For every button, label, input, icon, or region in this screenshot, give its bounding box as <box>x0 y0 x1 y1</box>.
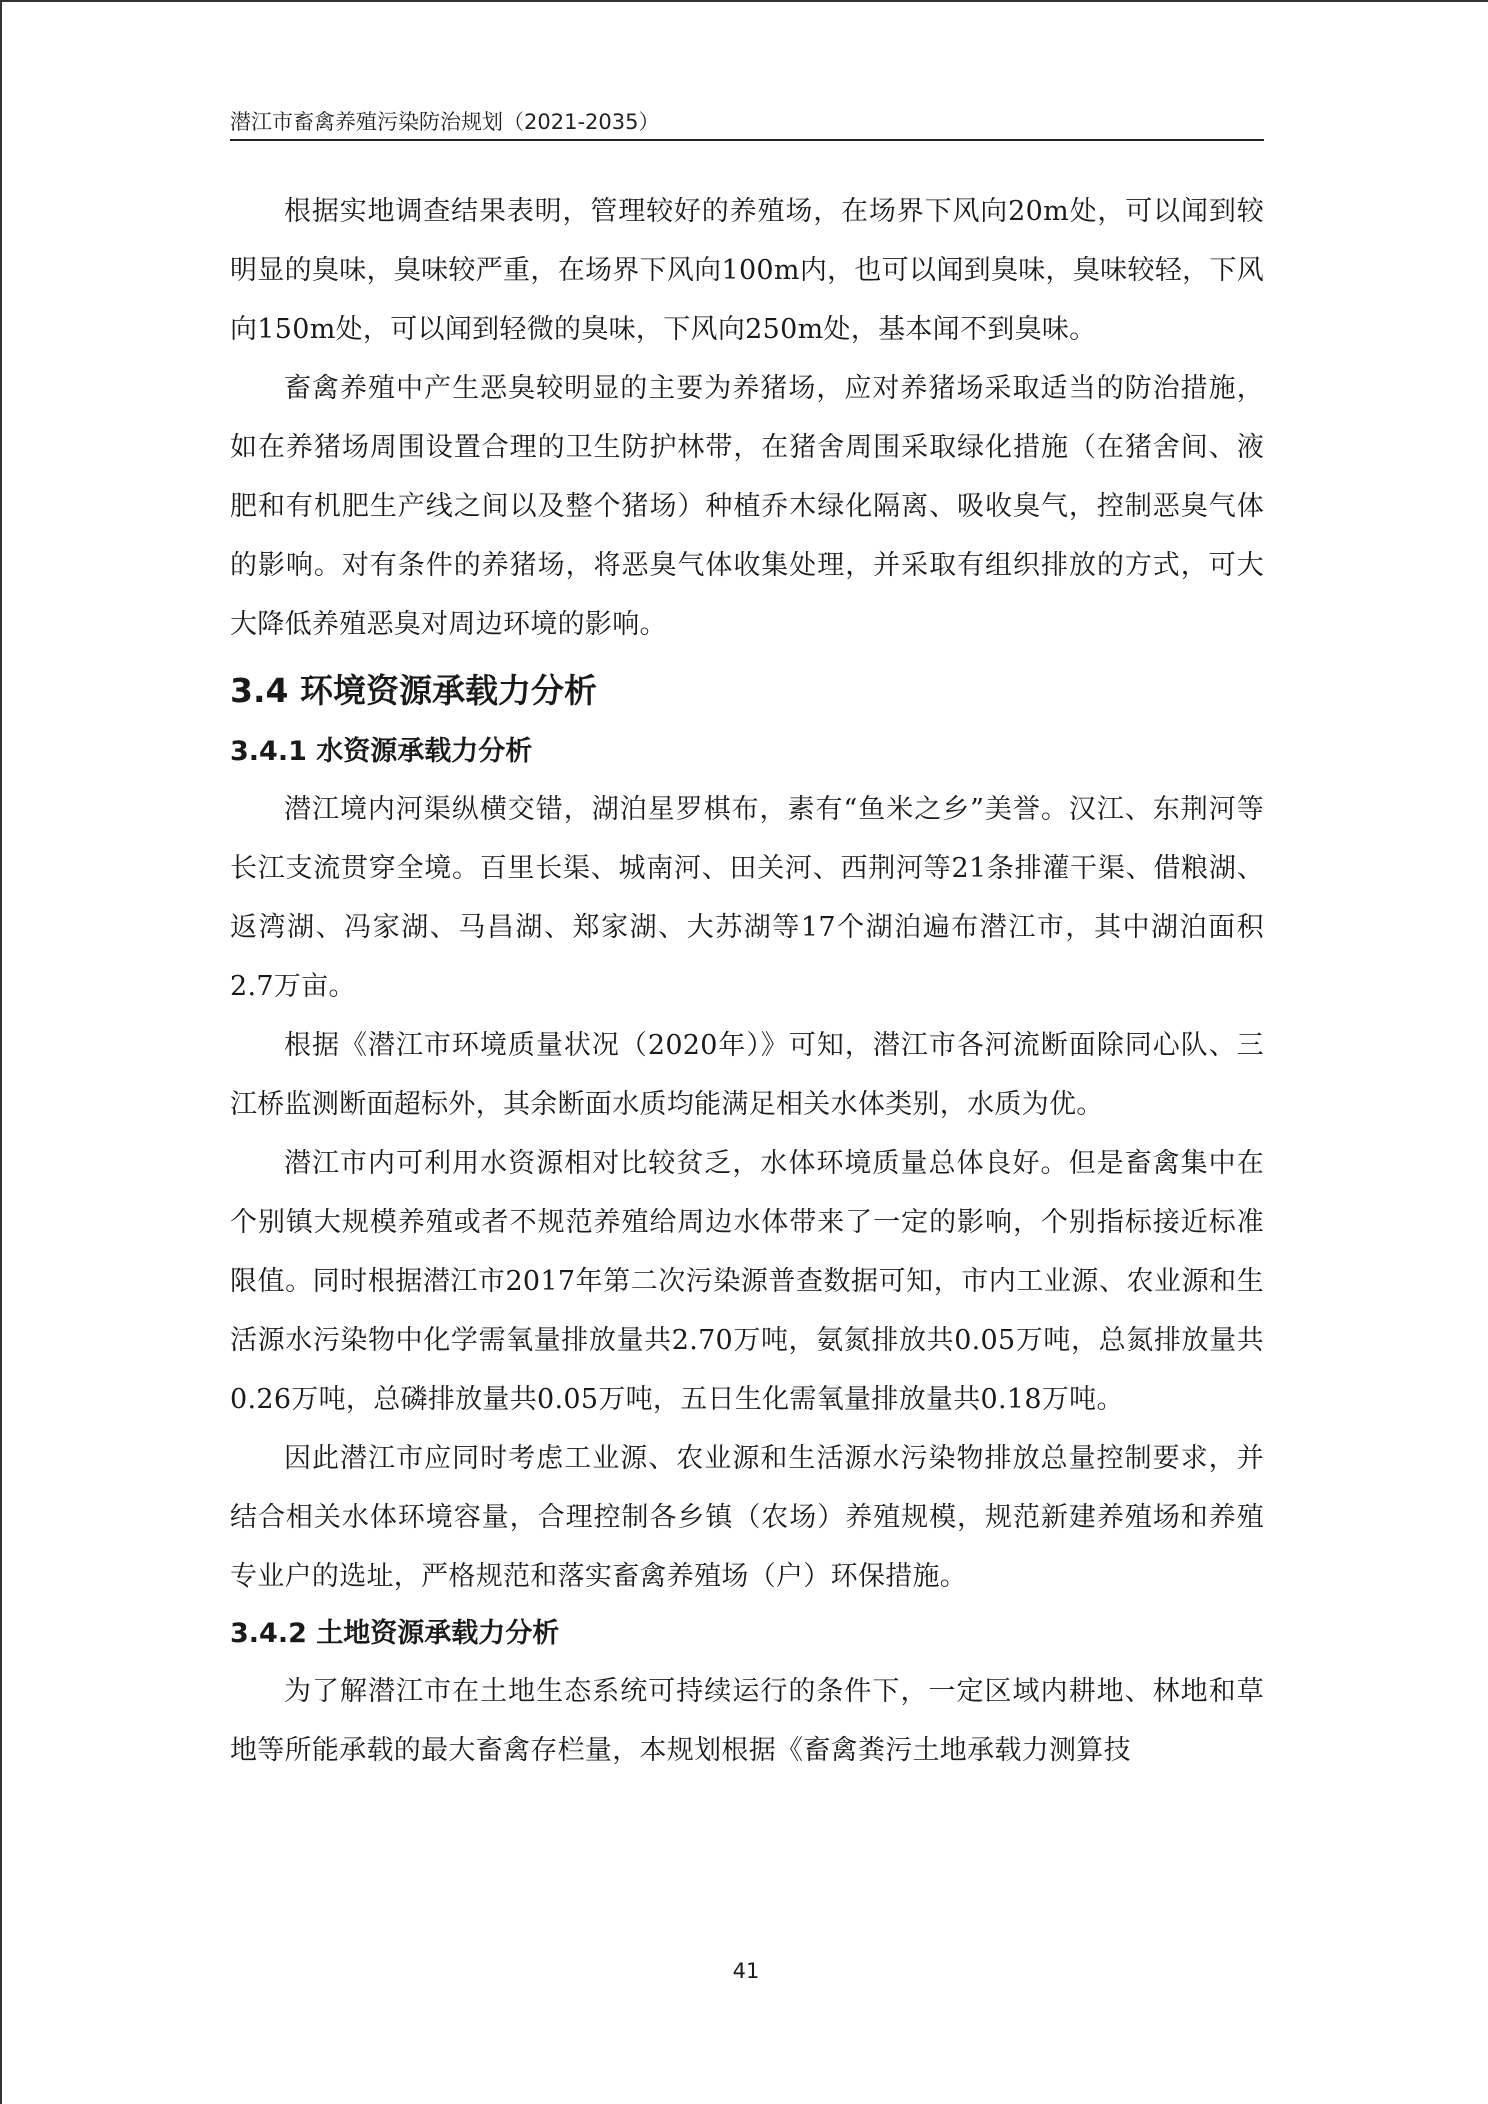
section-heading-3-4: 3.4 环境资源承载力分析 <box>230 671 597 710</box>
running-header: 潜江市畜禽养殖污染防治规划（2021-2035） <box>230 110 660 134</box>
header-rule <box>230 139 1264 141</box>
section-heading-3-4-2: 3.4.2 土地资源承载力分析 <box>230 1618 560 1649</box>
paragraph-land-capacity: 为了解潜江市在土地生态系统可持续运行的条件下，一定区域内耕地、林地和草地等所能承载的最大畜禽存栏量，本规划根据《畜禽粪污土地承载力测算技 <box>230 1676 1264 1766</box>
paragraph-odor-survey: 根据实地调查结果表明，管理较好的养殖场，在场界下风向20m处，可以闻到较明显的臭味，臭味较严重，在场界下风向100m内，也可以闻到臭味，臭味较轻，下风向150m处，可以闻到轻微的臭味，下风向250m处，基本闻不到臭味。 <box>230 196 1264 345</box>
page-number: 41 <box>732 1959 760 1983</box>
paragraph-pollution-census: 潜江市内可利用水资源相对比较贫乏，水体环境质量总体良好。但是畜禽集中在个别镇大规模养殖或者不规范养殖给周边水体带来了一定的影响，个别指标接近标准限值。同时根据潜江市2017年第二次污染源普查数据可知，市内工业源、农业源和生活源水污染物中化学需氧量排放量共2.70万吨，氨氮排放共0.05万吨，总氮排放量共0.26万吨，总磷排放量共0.05万吨，五日生化需氧量排放量共0.18万吨。 <box>230 1148 1264 1415</box>
paragraph-control-requirements: 因此潜江市应同时考虑工业源、农业源和生活源水污染物排放总量控制要求，并结合相关水体环境容量，合理控制各乡镇（农场）养殖规模，规范新建养殖场和养殖专业户的选址，严格规范和落实畜禽养殖场（户）环保措施。 <box>230 1443 1264 1592</box>
paragraph-water-quality: 根据《潜江市环境质量状况（2020年）》可知，潜江市各河流断面除同心队、三江桥监测断面超标外，其余断面水质均能满足相关水体类别，水质为优。 <box>230 1030 1264 1120</box>
paragraph-odor-control: 畜禽养殖中产生恶臭较明显的主要为养猪场，应对养猪场采取适当的防治措施，如在养猪场周围设置合理的卫生防护林带，在猪舍周围采取绿化措施（在猪舍间、液肥和有机肥生产线之间以及整个猪场）种植乔木绿化隔离、吸收臭气，控制恶臭气体的影响。对有条件的养猪场，将恶臭气体收集处理，并采取有组织排放的方式，可大大降低养殖恶臭对周边环境的影响。 <box>230 373 1264 640</box>
page-content <box>230 182 1264 1780</box>
paragraph-water-overview: 潜江境内河渠纵横交错，湖泊星罗棋布，素有“鱼米之乡”美誉。汉江、东荆河等长江支流贯穿全境。百里长渠、城南河、田关河、西荆河等21条排灌干渠、借粮湖、返湾湖、冯家湖、马昌湖、郑家湖、大苏湖等17个湖泊遍布潜江市，其中湖泊面积2.7万亩。 <box>230 794 1264 1002</box>
section-heading-3-4-1: 3.4.1 水资源承载力分析 <box>230 736 533 767</box>
